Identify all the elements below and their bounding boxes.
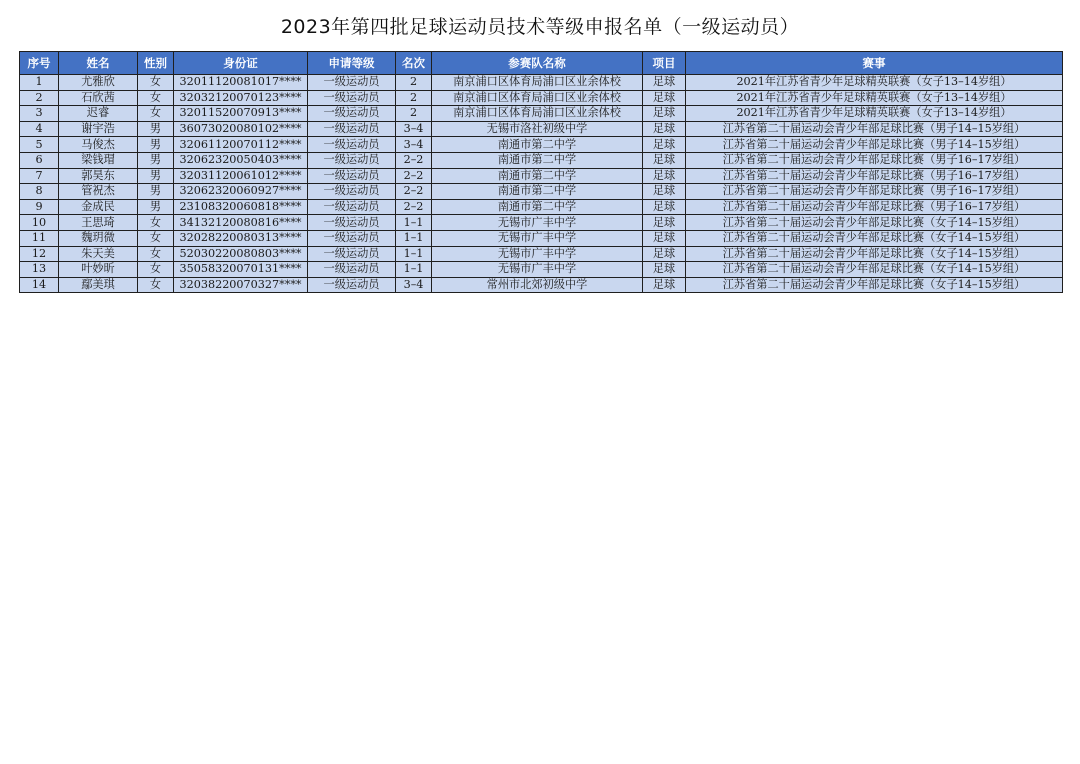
cell-name: 管祝杰 bbox=[59, 184, 138, 200]
column-header-index: 序号 bbox=[20, 52, 59, 75]
cell-id-number: 23108320060818**** bbox=[174, 199, 308, 215]
cell-competition: 江苏省第二十届运动会青少年部足球比赛（男子14–15岁组） bbox=[686, 137, 1063, 153]
cell-rank: 2 bbox=[396, 90, 432, 106]
cell-competition: 江苏省第二十届运动会青少年部足球比赛（女子14–15岁组） bbox=[686, 215, 1063, 231]
cell-team: 南京浦口区体育局浦口区业余体校 bbox=[432, 90, 643, 106]
cell-team: 南通市第二中学 bbox=[432, 152, 643, 168]
cell-level: 一级运动员 bbox=[308, 230, 396, 246]
cell-competition: 江苏省第二十届运动会青少年部足球比赛（女子14–15岁组） bbox=[686, 262, 1063, 278]
cell-team: 无锡市广丰中学 bbox=[432, 215, 643, 231]
cell-name: 朱天美 bbox=[59, 246, 138, 262]
cell-level: 一级运动员 bbox=[308, 121, 396, 137]
cell-competition: 2021年江苏省青少年足球精英联赛（女子13–14岁组） bbox=[686, 106, 1063, 122]
cell-competition: 江苏省第二十届运动会青少年部足球比赛（男子14–15岁组） bbox=[686, 121, 1063, 137]
cell-id-number: 32061120070112**** bbox=[174, 137, 308, 153]
cell-team: 南通市第二中学 bbox=[432, 137, 643, 153]
cell-level: 一级运动员 bbox=[308, 262, 396, 278]
cell-name: 谢宇浩 bbox=[59, 121, 138, 137]
cell-index: 12 bbox=[20, 246, 59, 262]
cell-id-number: 32011120081017**** bbox=[174, 75, 308, 91]
cell-competition: 江苏省第二十届运动会青少年部足球比赛（女子14–15岁组） bbox=[686, 277, 1063, 293]
cell-competition: 2021年江苏省青少年足球精英联赛（女子13–14岁组） bbox=[686, 75, 1063, 91]
cell-sport: 足球 bbox=[643, 121, 686, 137]
cell-gender: 女 bbox=[138, 246, 174, 262]
cell-sport: 足球 bbox=[643, 184, 686, 200]
cell-id-number: 32031120061012**** bbox=[174, 168, 308, 184]
cell-rank: 2–2 bbox=[396, 184, 432, 200]
cell-sport: 足球 bbox=[643, 262, 686, 278]
cell-sport: 足球 bbox=[643, 137, 686, 153]
cell-name: 金成民 bbox=[59, 199, 138, 215]
cell-competition: 2021年江苏省青少年足球精英联赛（女子13–14岁组） bbox=[686, 90, 1063, 106]
cell-gender: 女 bbox=[138, 230, 174, 246]
cell-index: 3 bbox=[20, 106, 59, 122]
cell-index: 7 bbox=[20, 168, 59, 184]
cell-gender: 女 bbox=[138, 75, 174, 91]
cell-index: 10 bbox=[20, 215, 59, 231]
cell-team: 无锡市广丰中学 bbox=[432, 230, 643, 246]
cell-rank: 2 bbox=[396, 75, 432, 91]
cell-level: 一级运动员 bbox=[308, 106, 396, 122]
cell-id-number: 36073020080102**** bbox=[174, 121, 308, 137]
column-header-id-number: 身份证 bbox=[174, 52, 308, 75]
page-title: 2023年第四批足球运动员技术等级申报名单（一级运动员） bbox=[280, 16, 800, 38]
cell-id-number: 32032120070123**** bbox=[174, 90, 308, 106]
cell-rank: 3–4 bbox=[396, 121, 432, 137]
cell-team: 常州市北郊初级中学 bbox=[432, 277, 643, 293]
cell-sport: 足球 bbox=[643, 215, 686, 231]
cell-rank: 1–1 bbox=[396, 215, 432, 231]
cell-index: 6 bbox=[20, 152, 59, 168]
column-header-rank: 名次 bbox=[396, 52, 432, 75]
cell-index: 5 bbox=[20, 137, 59, 153]
cell-level: 一级运动员 bbox=[308, 168, 396, 184]
cell-name: 鄢美琪 bbox=[59, 277, 138, 293]
cell-sport: 足球 bbox=[643, 90, 686, 106]
cell-name: 石欣茜 bbox=[59, 90, 138, 106]
cell-sport: 足球 bbox=[643, 152, 686, 168]
cell-competition: 江苏省第二十届运动会青少年部足球比赛（男子16–17岁组） bbox=[686, 199, 1063, 215]
cell-id-number: 32038220070327**** bbox=[174, 277, 308, 293]
cell-name: 马俊杰 bbox=[59, 137, 138, 153]
cell-id-number: 32062320060927**** bbox=[174, 184, 308, 200]
cell-name: 叶妙昕 bbox=[59, 262, 138, 278]
cell-competition: 江苏省第二十届运动会青少年部足球比赛（男子16–17岁组） bbox=[686, 152, 1063, 168]
cell-id-number: 32062320050403**** bbox=[174, 152, 308, 168]
cell-name: 尤雅欣 bbox=[59, 75, 138, 91]
cell-name: 梁钱瑁 bbox=[59, 152, 138, 168]
cell-gender: 男 bbox=[138, 184, 174, 200]
cell-level: 一级运动员 bbox=[308, 75, 396, 91]
table-row bbox=[20, 184, 1063, 200]
cell-level: 一级运动员 bbox=[308, 246, 396, 262]
table-row bbox=[20, 106, 1063, 122]
table-row bbox=[20, 121, 1063, 137]
table-row bbox=[20, 262, 1063, 278]
table-row bbox=[20, 137, 1063, 153]
cell-name: 郭昊东 bbox=[59, 168, 138, 184]
cell-level: 一级运动员 bbox=[308, 215, 396, 231]
cell-id-number: 32028220080313**** bbox=[174, 230, 308, 246]
cell-gender: 女 bbox=[138, 106, 174, 122]
cell-level: 一级运动员 bbox=[308, 184, 396, 200]
cell-competition: 江苏省第二十届运动会青少年部足球比赛（女子14–15岁组） bbox=[686, 246, 1063, 262]
table-row bbox=[20, 75, 1063, 91]
cell-team: 南京浦口区体育局浦口区业余体校 bbox=[432, 75, 643, 91]
cell-rank: 2–2 bbox=[396, 168, 432, 184]
cell-index: 13 bbox=[20, 262, 59, 278]
cell-gender: 男 bbox=[138, 137, 174, 153]
cell-index: 8 bbox=[20, 184, 59, 200]
column-header-gender: 性别 bbox=[138, 52, 174, 75]
column-header-level: 申请等级 bbox=[308, 52, 396, 75]
cell-rank: 1–1 bbox=[396, 230, 432, 246]
cell-sport: 足球 bbox=[643, 230, 686, 246]
cell-team: 南京浦口区体育局浦口区业余体校 bbox=[432, 106, 643, 122]
cell-rank: 2 bbox=[396, 106, 432, 122]
table-row bbox=[20, 168, 1063, 184]
cell-rank: 1–1 bbox=[396, 246, 432, 262]
cell-sport: 足球 bbox=[643, 75, 686, 91]
cell-index: 14 bbox=[20, 277, 59, 293]
cell-name: 魏玥微 bbox=[59, 230, 138, 246]
cell-gender: 女 bbox=[138, 90, 174, 106]
cell-team: 南通市第二中学 bbox=[432, 168, 643, 184]
cell-rank: 3–4 bbox=[396, 137, 432, 153]
cell-level: 一级运动员 bbox=[308, 137, 396, 153]
cell-competition: 江苏省第二十届运动会青少年部足球比赛（男子16–17岁组） bbox=[686, 184, 1063, 200]
cell-rank: 2–2 bbox=[396, 152, 432, 168]
cell-name: 迟睿 bbox=[59, 106, 138, 122]
table-header-row bbox=[20, 52, 1063, 75]
cell-gender: 女 bbox=[138, 215, 174, 231]
cell-id-number: 52030220080803**** bbox=[174, 246, 308, 262]
cell-sport: 足球 bbox=[643, 277, 686, 293]
cell-rank: 1–1 bbox=[396, 262, 432, 278]
cell-rank: 3–4 bbox=[396, 277, 432, 293]
athlete-roster-table bbox=[19, 51, 1063, 293]
column-header-sport: 项目 bbox=[643, 52, 686, 75]
cell-team: 南通市第二中学 bbox=[432, 199, 643, 215]
table-row bbox=[20, 246, 1063, 262]
cell-competition: 江苏省第二十届运动会青少年部足球比赛（女子14–15岁组） bbox=[686, 230, 1063, 246]
cell-gender: 男 bbox=[138, 152, 174, 168]
cell-sport: 足球 bbox=[643, 199, 686, 215]
cell-level: 一级运动员 bbox=[308, 277, 396, 293]
cell-gender: 男 bbox=[138, 121, 174, 137]
cell-level: 一级运动员 bbox=[308, 199, 396, 215]
table-row bbox=[20, 230, 1063, 246]
column-header-competition: 赛事 bbox=[686, 52, 1063, 75]
cell-sport: 足球 bbox=[643, 246, 686, 262]
cell-gender: 男 bbox=[138, 199, 174, 215]
cell-index: 11 bbox=[20, 230, 59, 246]
cell-team: 无锡市广丰中学 bbox=[432, 262, 643, 278]
column-header-team: 参赛队名称 bbox=[432, 52, 643, 75]
column-header-name: 姓名 bbox=[59, 52, 138, 75]
table-row bbox=[20, 199, 1063, 215]
cell-sport: 足球 bbox=[643, 106, 686, 122]
cell-index: 2 bbox=[20, 90, 59, 106]
cell-level: 一级运动员 bbox=[308, 152, 396, 168]
cell-rank: 2–2 bbox=[396, 199, 432, 215]
cell-gender: 女 bbox=[138, 262, 174, 278]
cell-gender: 男 bbox=[138, 168, 174, 184]
table-row bbox=[20, 277, 1063, 293]
cell-competition: 江苏省第二十届运动会青少年部足球比赛（男子16–17岁组） bbox=[686, 168, 1063, 184]
table-row bbox=[20, 152, 1063, 168]
cell-id-number: 35058320070131**** bbox=[174, 262, 308, 278]
cell-index: 9 bbox=[20, 199, 59, 215]
table-body bbox=[20, 75, 1063, 293]
cell-id-number: 34132120080816**** bbox=[174, 215, 308, 231]
table-row bbox=[20, 215, 1063, 231]
cell-gender: 女 bbox=[138, 277, 174, 293]
cell-index: 1 bbox=[20, 75, 59, 91]
table-row bbox=[20, 90, 1063, 106]
cell-level: 一级运动员 bbox=[308, 90, 396, 106]
cell-id-number: 32011520070913**** bbox=[174, 106, 308, 122]
cell-team: 南通市第二中学 bbox=[432, 184, 643, 200]
cell-sport: 足球 bbox=[643, 168, 686, 184]
cell-team: 无锡市洛社初级中学 bbox=[432, 121, 643, 137]
cell-index: 4 bbox=[20, 121, 59, 137]
cell-name: 王思琦 bbox=[59, 215, 138, 231]
cell-team: 无锡市广丰中学 bbox=[432, 246, 643, 262]
